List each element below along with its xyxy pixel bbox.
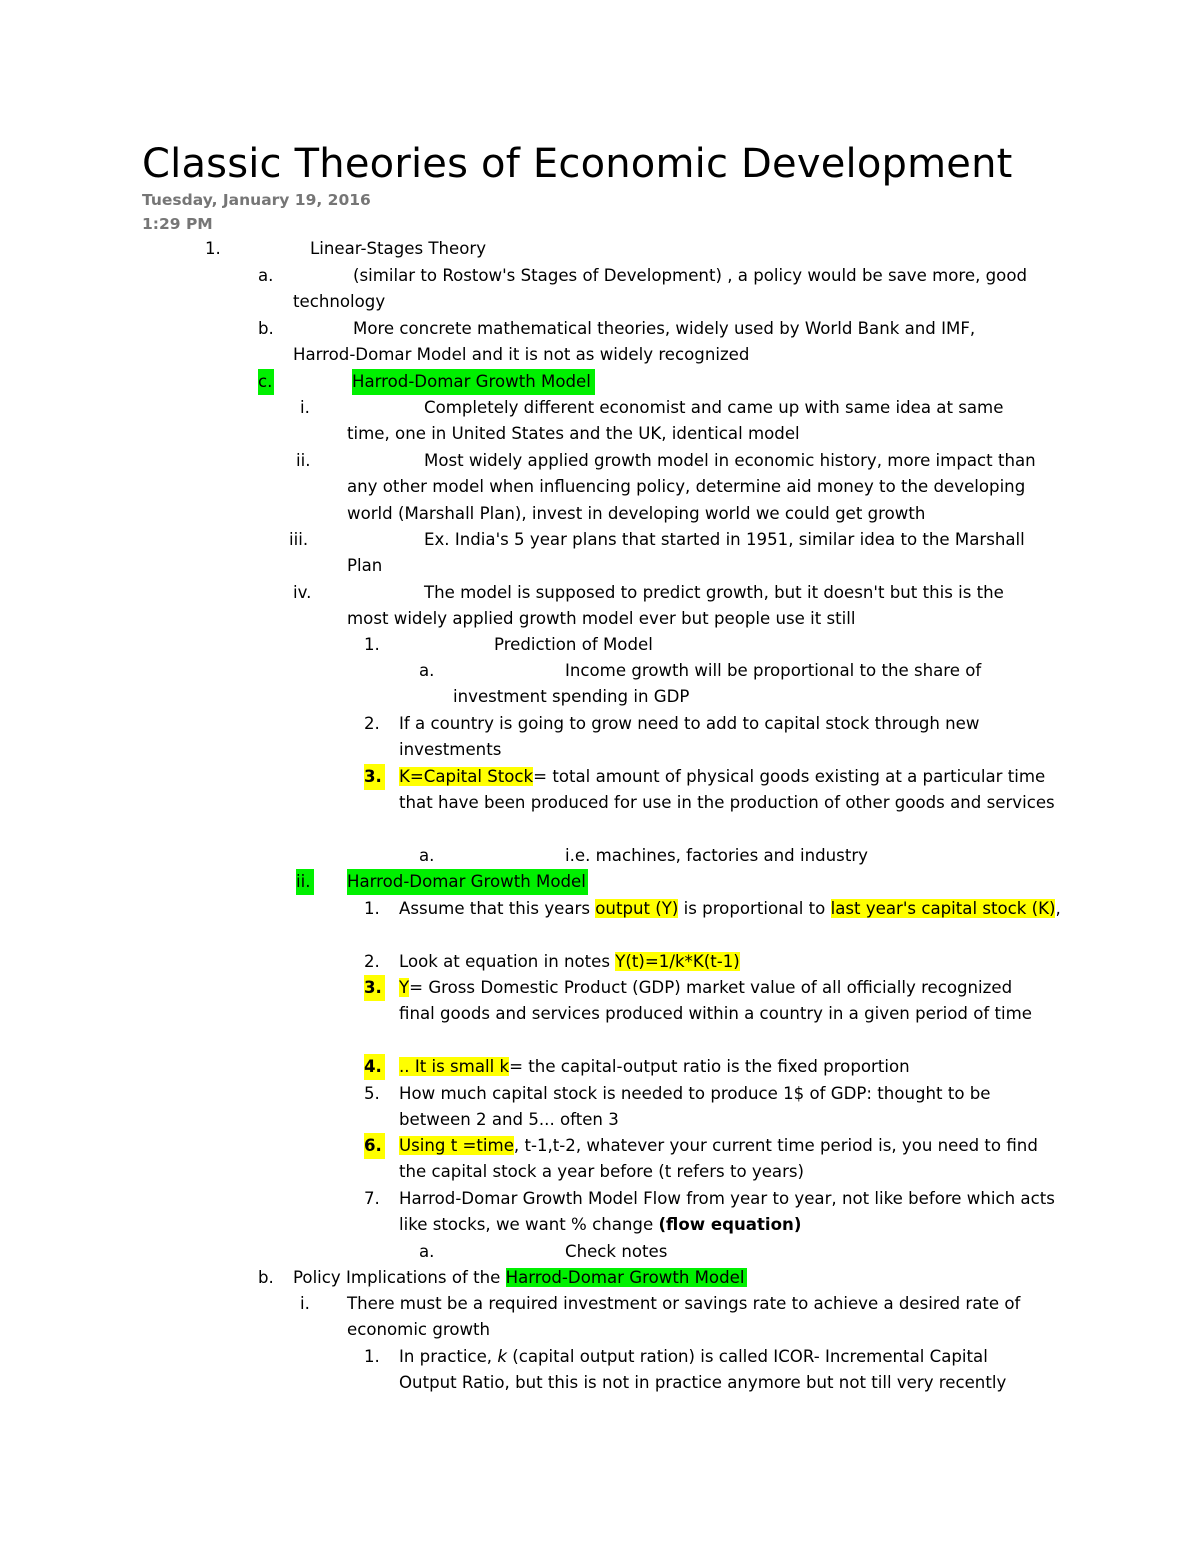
highlighted-heading: Harrod-Domar Growth Model bbox=[347, 869, 588, 895]
list-text: More concrete mathematical theories, widely used by World Bank and IMF, Harrod-Domar Model and it is not as widely recognized bbox=[293, 319, 976, 365]
list-text: Check notes bbox=[565, 1242, 668, 1261]
text-segment: Look at equation in notes bbox=[399, 952, 611, 971]
list-text bbox=[293, 1265, 1053, 1291]
list-text bbox=[399, 949, 1064, 975]
list-text: (similar to Rostow's Stages of Development) , a policy would be save more, good technology bbox=[293, 266, 1028, 312]
term-definition: = Gross Domestic Product (GDP) market value of all officially recognized final goods and services produced within a country in a given period of time bbox=[399, 978, 1032, 1024]
list-marker: 7. bbox=[364, 1189, 380, 1208]
list-marker: 6. bbox=[364, 1133, 385, 1159]
list-marker: a. bbox=[258, 266, 274, 285]
list-marker: 4. bbox=[364, 1054, 385, 1080]
list-marker: iii. bbox=[289, 530, 309, 549]
highlighted-term: Y bbox=[399, 978, 410, 997]
list-marker: 3. bbox=[364, 764, 385, 790]
list-text bbox=[399, 1133, 1049, 1186]
list-marker: ii. bbox=[296, 451, 311, 470]
list-marker: 1. bbox=[364, 899, 380, 918]
highlighted-heading: Harrod-Domar Growth Model bbox=[506, 1268, 748, 1287]
list-marker: 1. bbox=[364, 1347, 380, 1366]
italic-variable: k bbox=[497, 1347, 507, 1366]
list-marker: 2. bbox=[364, 952, 380, 971]
list-marker: iv. bbox=[293, 583, 312, 602]
note-date: Tuesday, January 19, 2016 bbox=[142, 191, 371, 209]
list-marker: c. bbox=[258, 369, 274, 395]
highlighted-term: .. It is small k bbox=[399, 1057, 510, 1076]
highlighted-term: Using t =time bbox=[399, 1136, 514, 1155]
bold-term: (flow equation) bbox=[658, 1215, 802, 1235]
text-segment: is proportional to bbox=[683, 899, 826, 918]
note-time: 1:29 PM bbox=[142, 215, 213, 233]
list-marker: i. bbox=[300, 1294, 310, 1313]
highlighted-term: last year's capital stock (K) bbox=[830, 899, 1056, 918]
list-marker: ii. bbox=[296, 869, 314, 895]
text-segment: Assume that this years bbox=[399, 899, 590, 918]
highlighted-equation: Y(t)=1/k*K(t-1) bbox=[615, 952, 740, 971]
list-marker: b. bbox=[258, 319, 274, 338]
list-marker: a. bbox=[419, 846, 435, 865]
list-text: The model is supposed to predict growth, but it doesn't but this is the most widely applied growth model ever but people use it still bbox=[347, 583, 1004, 629]
list-marker: a. bbox=[419, 1242, 435, 1261]
list-text bbox=[399, 975, 1049, 1028]
term-definition: = the capital-output ratio is the fixed proportion bbox=[509, 1057, 910, 1076]
list-text: Completely different economist and came up with same idea at same time, one in United States and the UK, identical model bbox=[347, 398, 1004, 444]
list-text: There must be a required investment or savings rate to achieve a desired rate of economic growth bbox=[347, 1294, 1021, 1340]
list-marker: 5. bbox=[364, 1084, 380, 1103]
list-marker: 3. bbox=[364, 975, 385, 1001]
list-marker: 1. bbox=[205, 239, 221, 258]
text-segment: Policy Implications of the bbox=[293, 1268, 501, 1287]
term-definition: = total amount of physical goods existing at a particular time that have been produced for use in the production of other goods and services bbox=[399, 767, 1055, 813]
list-marker: a. bbox=[419, 661, 435, 680]
list-text: Linear-Stages Theory bbox=[310, 239, 487, 258]
list-text bbox=[399, 896, 1064, 922]
list-text bbox=[399, 1186, 1064, 1239]
text-segment: In practice, bbox=[399, 1347, 493, 1366]
list-text bbox=[399, 764, 1064, 817]
term-definition: , t-1,t-2, whatever your current time period is, you need to find the capital stock a year before (t refers to years) bbox=[399, 1136, 1038, 1182]
highlighted-heading: Harrod-Domar Growth Model bbox=[352, 369, 595, 395]
text-segment: , bbox=[1055, 899, 1061, 918]
list-text: Most widely applied growth model in economic history, more impact than any other model when influencing policy, determine aid money to the developing world (Marshall Plan), invest in developing world we could get growth bbox=[347, 451, 1036, 523]
page-title: Classic Theories of Economic Development bbox=[142, 141, 1013, 187]
list-text: Ex. India's 5 year plans that started in 1951, similar idea to the Marshall Plan bbox=[347, 530, 1025, 576]
highlighted-term: K=Capital Stock bbox=[399, 767, 534, 786]
text-segment: Harrod-Domar Growth Model Flow from year to year, not like before which acts like stocks, we want % change bbox=[399, 1189, 1055, 1235]
list-marker: 1. bbox=[364, 635, 380, 654]
list-marker: i. bbox=[300, 398, 310, 417]
highlighted-term: output (Y) bbox=[595, 899, 679, 918]
list-text: If a country is going to grow need to add to capital stock through new investments bbox=[399, 714, 980, 760]
list-marker: b. bbox=[258, 1268, 274, 1287]
text-segment: (capital output ration) is called ICOR- Incremental Capital Output Ratio, but this is not in practice anymore but not till very recently bbox=[399, 1347, 1007, 1393]
list-text: Prediction of Model bbox=[494, 635, 653, 654]
list-marker: 2. bbox=[364, 714, 380, 733]
list-text bbox=[399, 1054, 1064, 1080]
list-text bbox=[399, 1344, 1049, 1397]
list-text: How much capital stock is needed to produce 1$ of GDP: thought to be between 2 and 5... often 3 bbox=[399, 1084, 991, 1130]
list-text: i.e. machines, factories and industry bbox=[565, 846, 868, 865]
list-text: Income growth will be proportional to the share of investment spending in GDP bbox=[453, 661, 982, 707]
